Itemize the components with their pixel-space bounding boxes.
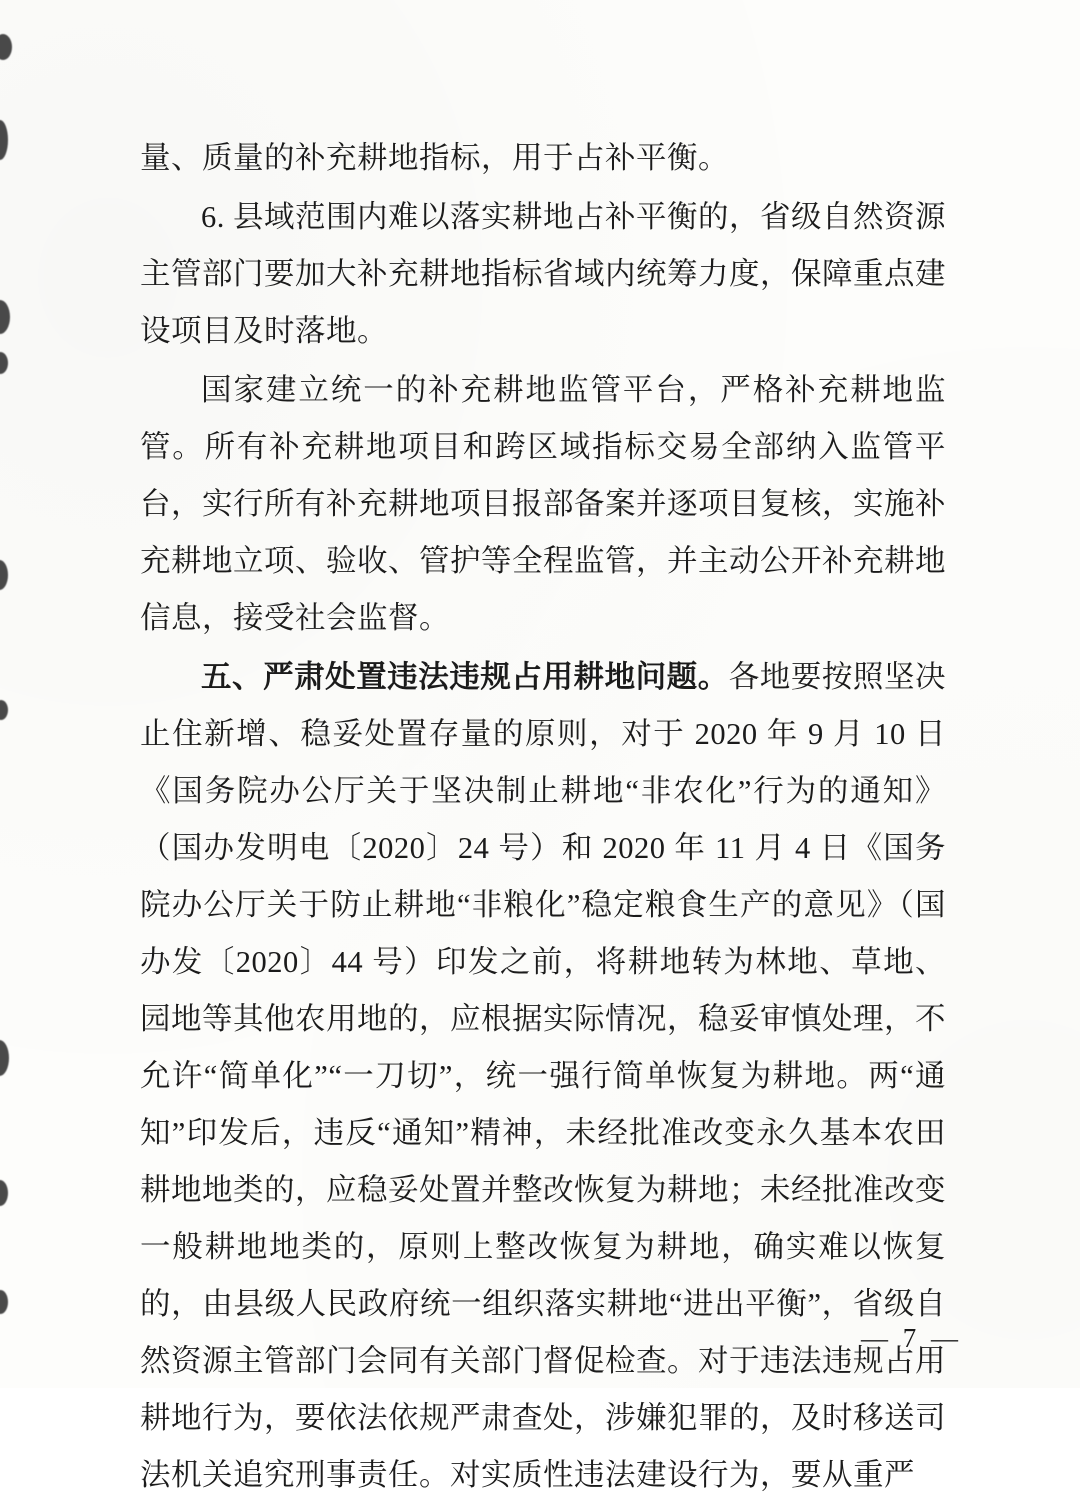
paragraph-1: 量、质量的补充耕地指标，用于占补平衡。: [140, 141, 729, 175]
scan-artifact-edge: [0, 0, 22, 1388]
paragraph-3: 国家建立统一的补充耕地监管平台，严格补充耕地监管。所有补充耕地项目和跨区域指标交易全部纳入监管平台，实行所有补充耕地项目报部备案并逐项目复核，实施补充耕地立项、验收、管护等全程监管，并主动公开补充耕地信息，接受社会监督。: [140, 373, 946, 635]
page-number: — 7 —: [861, 1323, 962, 1353]
document-body: [140, 130, 946, 1506]
paragraph-2: 6. 县域范围内难以落实耕地占补平衡的，省级自然资源主管部门要加大补充耕地指标省域内统筹力度，保障重点建设项目及时落地。: [140, 200, 946, 348]
paragraph-4-text: 各地要按照坚决止住新增、稳妥处置存量的原则，对于 2020 年 9 月 10 日《国务院办公厅关于坚决制止耕地“非农化”行为的通知》（国办发明电〔2020〕24 号）和 2020 年 11 月 4 日《国务院办公厅关于防止耕地“非粮化”稳定粮食生产的意见》（国办发〔2020〕44 号）印发之前，将耕地转为林地、草地、园地等其他农用地的，应根据实际情况，稳妥审慎处理，不允许“简单化”“一刀切”，统一强行简单恢复为耕地。两“通知”印发后，违反“通知”精神，未经批准改变永久基本农田耕地地类的，应稳妥处置并整改恢复为耕地；未经批准改变一般耕地地类的，原则上整改恢复为耕地，确实难以恢复的，由县级人民政府统一组织落实耕地“进出平衡”，省级自然资源主管部门会同有关部门督促检查。对于违法违规占用耕地行为，要依法依规严肃查处，涉嫌犯罪的，及时移送司法机关追究刑事责任。对实质性违法建设行为，要从重严: [140, 660, 947, 1492]
paragraph-4: [140, 649, 946, 1504]
section-heading-five: 五、严肃处置违法违规占用耕地问题。: [201, 660, 729, 694]
